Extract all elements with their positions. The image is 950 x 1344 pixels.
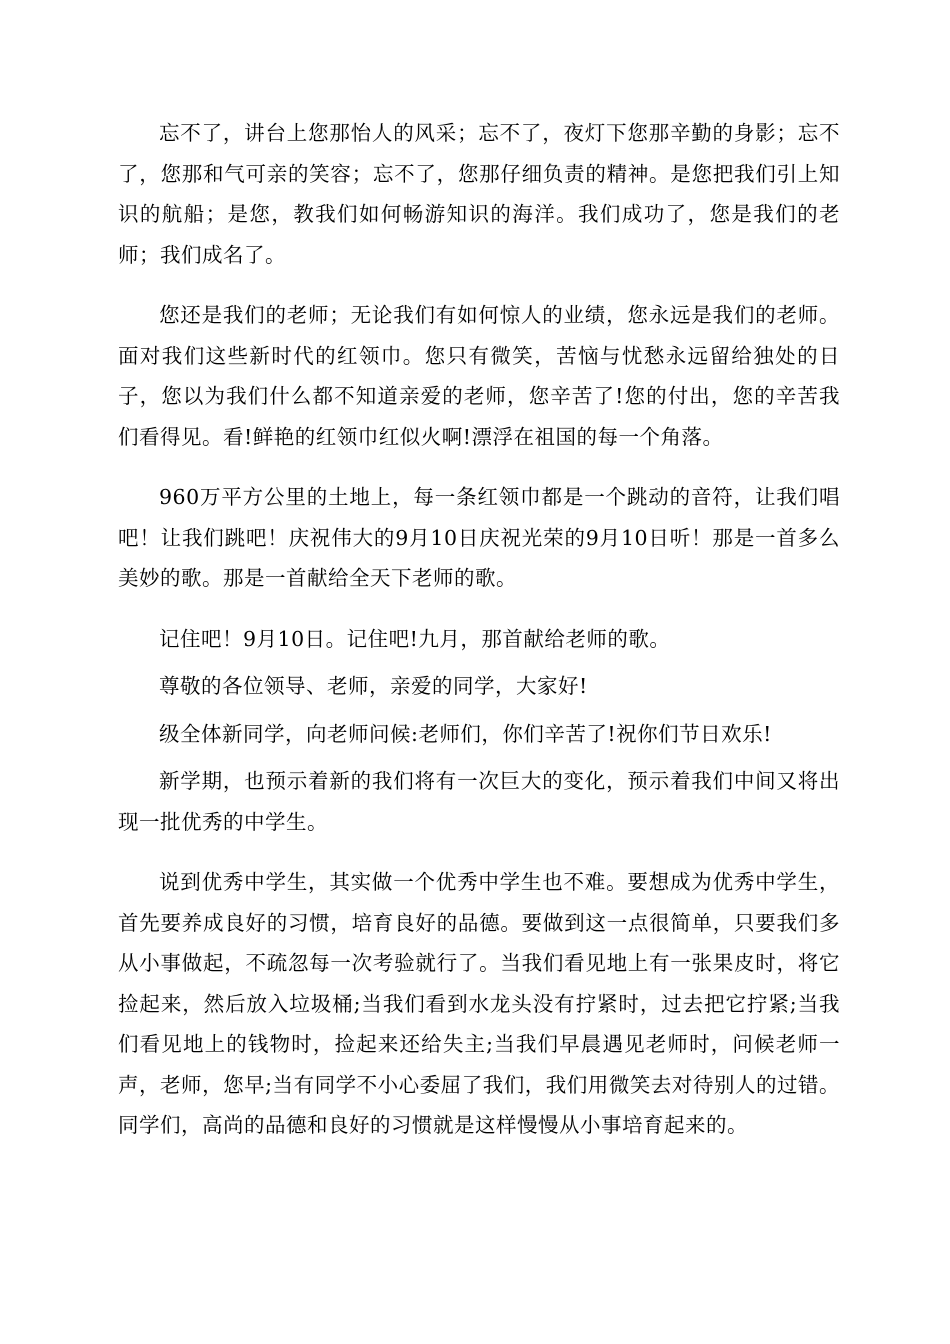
paragraph-4: 记住吧！9月10日。记住吧!九月，那首献给老师的歌。 [159,626,671,651]
paragraph-6: 级全体新同学，向老师问候:老师们，你们辛苦了!祝你们节日欢乐! [159,721,772,746]
paragraph-3: 960万平方公里的土地上，每一条红领巾都是一个跳动的音符，让我们唱吧！让我们跳吧！庆祝伟大的9月10日庆祝光荣的9月10日听！那是一首多么美妙的歌。那是一首献给全天下老师的歌。 [118,485,840,590]
paragraph-8: 说到优秀中学生，其实做一个优秀中学生也不难。要想成为优秀中学生，首先要养成良好的习惯，培育良好的品德。要做到这一点很简单，只要我们多从小事做起，不疏忽每一次考验就行了。当我们看见地上有一张果皮时，将它捡起来，然后放入垃圾桶;当我们看到水龙头没有拧紧时，过去把它拧紧;当我们看见地上的钱物时，捡起来还给失主;当我们早晨遇见老师时，问候老师一声，老师，您早;当有同学不小心委屈了我们，我们用微笑去对待别人的过错。同学们，高尚的品德和良好的习惯就是这样慢慢从小事培育起来的。 [118,870,840,1137]
paragraph-5: 尊敬的各位领导、老师，亲爱的同学，大家好! [159,674,588,698]
paragraph-2: 您还是我们的老师；无论我们有如何惊人的业绩，您永远是我们的老师。面对我们这些新时代的红领巾。您只有微笑，苦恼与忧愁永远留给独处的日子，您以为我们什么都不知道亲爱的老师，您辛苦了!您的付出，您的辛苦我们看得见。看!鲜艳的红领巾红似火啊!漂浮在祖国的每一个角落。 [118,303,840,449]
paragraph-1: 忘不了，讲台上您那怡人的风采；忘不了，夜灯下您那辛勤的身影；忘不了，您那和气可亲的笑容；忘不了，您那仔细负责的精神。是您把我们引上知识的航船；是您，教我们如何畅游知识的海洋。我们成功了，您是我们的老师；我们成名了。 [118,121,840,267]
paragraph-7: 新学期，也预示着新的我们将有一次巨大的变化，预示着我们中间又将出现一批优秀的中学生。 [118,769,840,834]
